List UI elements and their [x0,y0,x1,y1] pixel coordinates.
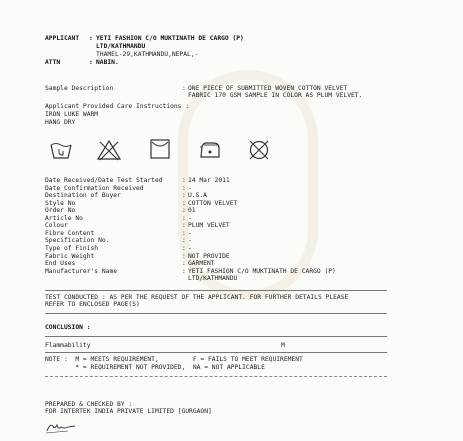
sample-description-line2: FABRIC 170 GSM SAMPLE IN COLOR AS PLUM VELVET. [188,92,363,99]
detail-value: COTTON VELVET [188,199,238,207]
detail-label: Fibre Content [45,229,95,237]
applicant-name-line2: LTD/KATHMANDU [96,43,146,50]
detail-separator: : [182,177,186,184]
detail-separator: : [182,229,186,237]
detail-label: Date Received/Date Test Started [45,177,163,184]
conclusion-heading: CONCLUSION : [45,324,91,331]
applicant-address: THAMEL-29,KATHMANDU,NEPAL,- [96,51,199,58]
detail-separator: : [182,244,186,252]
detail-value: GARMENT [188,260,215,268]
detail-value: 01 [188,207,196,215]
detail-separator: : [182,237,186,245]
iron-low-icon [197,139,223,161]
detail-value: - [188,244,192,252]
detail-separator: : [182,252,186,260]
care-instruction-line2: HANG DRY [45,119,76,126]
detail-separator: : [182,192,186,200]
detail-value: U.S.A [188,192,207,200]
detail-separator: : [182,207,186,215]
detail-value-continued: LTD/KATHMANDU [188,275,238,283]
detail-label: Article No [45,214,83,222]
divider-top-test [45,290,387,291]
divider-note [45,376,387,377]
detail-separator: : [182,214,186,222]
note-line2: * = REQUIREMENT NOT PROVIDED, NA = NOT APPLICABLE [45,364,265,371]
attn-separator: : [89,59,93,66]
do-not-dryclean-icon [246,139,272,161]
test-conducted-line1: TEST CONDUCTED : AS PER THE REQUEST OF THE APPLICANT. FOR FURTHER DETAILS PLEASE [45,294,349,301]
detail-label: Order No [45,207,76,215]
detail-separator: : [182,260,186,268]
flammability-result: M [281,342,285,349]
company-name: FOR INTERTEK INDIA PRIVATE LIMITED [GURGAON] [45,408,212,415]
detail-separator: : [182,184,186,192]
detail-value: - [188,237,192,245]
detail-label: Date Confirmation Received [45,184,144,192]
attn-value: NABIN. [96,59,119,66]
prepared-by-label: PREPARED & CHECKED BY : [45,401,133,408]
test-conducted-line2: REFER TO ENCLOSED PAGE(S) [45,301,140,308]
applicant-separator: : [89,35,93,42]
signature [44,419,78,435]
detail-value: - [188,229,192,237]
detail-label: Style No [45,199,76,207]
wash-basin-icon [48,139,74,161]
detail-separator: : [182,222,186,230]
care-instructions-heading: Applicant Provided Care Instructions : [45,103,190,110]
do-not-bleach-icon [96,139,122,161]
flammability-label: Flammability [45,342,91,349]
applicant-name-line1: YETI FASHION C/O MUKTINATH DE CARGO (P) [96,35,244,42]
divider-bottom-test [45,313,387,314]
detail-label: Type of Finish [45,244,99,252]
hang-dry-icon [147,138,173,160]
sample-description-label: Sample Description [45,85,114,92]
attn-label: ATTN [45,59,61,66]
detail-label: Destination of Buyer [45,192,121,200]
detail-value: YETI FASHION C/O MUKTINATH DE CARGO (P) [188,267,336,275]
sample-description-separator: : [182,85,186,92]
applicant-label: APPLICANT [45,35,80,42]
detail-label: Manufacturer's Name [45,267,118,275]
detail-value: NOT PROVIDE [188,252,230,260]
divider-conclusion [45,336,387,337]
divider-results [45,352,387,353]
detail-label: End Uses [45,260,76,268]
detail-value: - [188,214,192,222]
detail-separator: : [182,199,186,207]
detail-label: Colour [45,222,68,230]
sample-description-line1: ONE PIECE OF SUBMITTED WOVEN COTTON VELVET [188,85,348,92]
detail-value: 14 Mar 2011 [188,177,230,184]
detail-separator: : [182,267,186,275]
detail-label: Fabric Weight [45,252,95,260]
detail-value: PLUM VELVET [188,222,230,230]
note-line1: NOTE : M = MEETS REQUIREMENT, F = FAILS TO MEET REQUIREMENT [45,356,303,363]
detail-value: - [188,184,192,192]
care-instruction-line1: IRON LUKE WARM [45,111,99,118]
detail-label: Specification No. [45,237,110,245]
